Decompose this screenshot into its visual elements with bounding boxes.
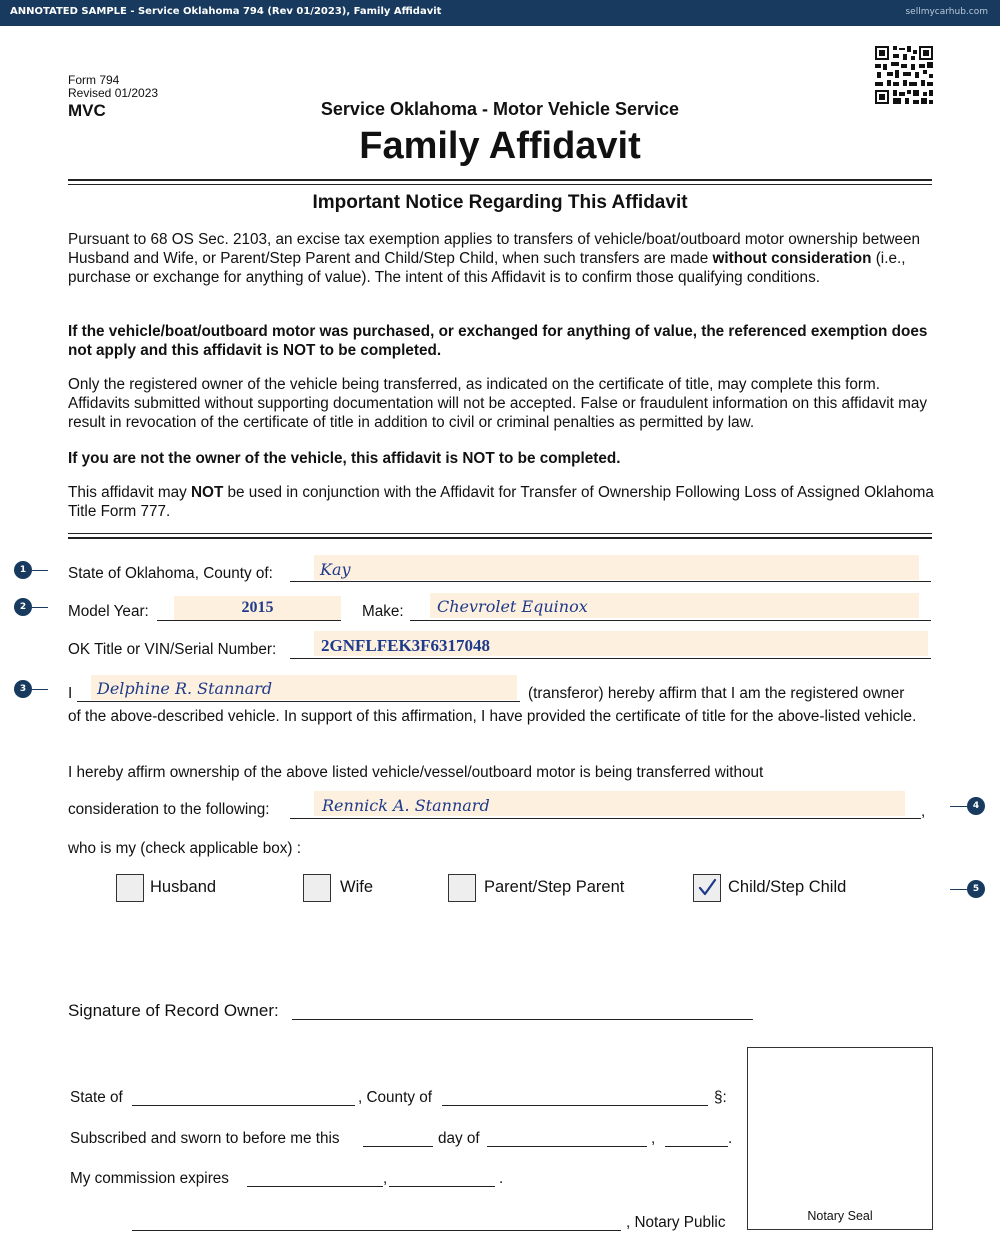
section-symbol: §:	[714, 1089, 727, 1106]
consideration-label: consideration to the following:	[68, 801, 270, 818]
page-title: Family Affidavit	[359, 125, 641, 167]
notary-seal-box	[747, 1047, 933, 1230]
vin-label: OK Title or VIN/Serial Number:	[68, 641, 277, 658]
annotation-marker-2: 2	[14, 598, 32, 616]
husband-label: Husband	[150, 878, 217, 896]
commission-label: My commission expires	[70, 1170, 229, 1187]
notary-county-line[interactable]	[442, 1105, 708, 1106]
commission-date-line[interactable]	[247, 1186, 383, 1187]
vin-underline	[290, 658, 931, 659]
annotation-marker-4: 4	[967, 797, 985, 815]
section-divider-top	[68, 533, 932, 534]
owner-signature-label: Signature of Record Owner:	[68, 1001, 279, 1020]
notary-county-label: , County of	[358, 1089, 432, 1106]
recipient-underline	[290, 818, 921, 819]
marker-leader-1	[32, 570, 48, 571]
county-label: State of Oklahoma, County of:	[68, 565, 273, 582]
transferor-underline	[77, 701, 520, 702]
day-of-label: day of	[438, 1130, 480, 1147]
affirm-suffix: (transferor) hereby affirm that I am the registered owner	[528, 685, 905, 702]
form-revised: Revised 01/2023	[68, 86, 159, 100]
annotation-marker-3: 3	[14, 680, 32, 698]
header-divider-bottom	[68, 184, 932, 185]
model-year-label: Model Year:	[68, 603, 149, 620]
husband-checkbox[interactable]	[116, 874, 144, 902]
notice-paragraph-3: Only the registered owner of the vehicle being transferred, as indicated on the certificate of title, may complete this form. Affidavits submitted without supporting documentation will not be accepted. False or fraudulent information on this affidavit may result in revocation of the certificate of title in addition to civil or criminal penalties as permitted by law.	[68, 376, 928, 431]
transferor-field[interactable]: Delphine R. Stannard	[97, 679, 273, 698]
parent-checkbox[interactable]	[448, 874, 476, 902]
sworn-year-line[interactable]	[665, 1146, 728, 1147]
model-year-underline	[157, 620, 341, 621]
sworn-comma: ,	[651, 1130, 656, 1147]
commission-comma: ,	[383, 1170, 388, 1187]
annotation-marker-1: 1	[14, 561, 32, 579]
marker-leader-5	[950, 889, 967, 890]
child-checkbox[interactable]	[693, 874, 721, 902]
notary-public-label: , Notary Public	[626, 1214, 726, 1231]
county-field-highlight	[314, 555, 919, 580]
marker-leader-2	[32, 607, 48, 608]
commission-year-line[interactable]	[389, 1186, 495, 1187]
recipient-field[interactable]: Rennick A. Stannard	[322, 796, 490, 815]
notary-signature-line[interactable]	[132, 1230, 621, 1231]
sworn-period: .	[728, 1130, 733, 1147]
child-label: Child/Step Child	[728, 878, 847, 896]
marker-leader-3	[32, 689, 48, 690]
parent-label: Parent/Step Parent	[484, 878, 625, 896]
qr-code-icon	[875, 46, 933, 104]
model-year-field[interactable]: 2015	[241, 599, 274, 616]
affirm-continuation: of the above-described vehicle. In support of this affirmation, I have provided the certificate of title for the above-listed vehicle.	[68, 708, 917, 725]
sworn-label: Subscribed and sworn to before me this	[70, 1130, 340, 1147]
owner-signature-line[interactable]	[292, 1019, 753, 1020]
annotation-banner	[0, 0, 1000, 26]
marker-leader-4	[950, 806, 967, 807]
notice-paragraph-2: If the vehicle/boat/outboard motor was purchased, or exchanged for anything of value, the referenced exemption does not apply and this affidavit is NOT to be completed.	[68, 323, 928, 359]
form-number: Form 794	[68, 73, 120, 87]
recipient-comma: ,	[921, 803, 926, 820]
checkmark-icon	[697, 878, 717, 898]
ownership-statement: I hereby affirm ownership of the above listed vehicle/vessel/outboard motor is being transferred without	[68, 764, 764, 781]
relation-prompt: who is my (check applicable box) :	[68, 840, 301, 857]
banner-site: sellmycarhub.com	[905, 7, 988, 17]
section-divider-bottom	[68, 537, 932, 539]
i-label: I	[68, 685, 73, 702]
make-label: Make:	[362, 603, 404, 620]
county-underline	[290, 581, 931, 582]
make-field[interactable]: Chevrolet Equinox	[437, 597, 588, 616]
wife-checkbox[interactable]	[303, 874, 331, 902]
annotation-marker-5: 5	[967, 880, 985, 898]
notice-title: Important Notice Regarding This Affidavit	[312, 192, 688, 213]
sworn-month-line[interactable]	[487, 1146, 647, 1147]
division-code: MVC	[68, 101, 106, 120]
banner-title: ANNOTATED SAMPLE - Service Oklahoma 794 (Rev 01/2023), Family Affidavit	[10, 6, 442, 17]
form-id-block	[68, 74, 158, 100]
county-field[interactable]: Kay	[320, 560, 351, 579]
commission-period: .	[499, 1170, 504, 1187]
notary-state-line[interactable]	[132, 1105, 355, 1106]
header-divider-top	[68, 179, 932, 181]
notary-seal-label: Notary Seal	[807, 1209, 873, 1223]
sworn-day-line[interactable]	[363, 1146, 433, 1147]
agency-name: Service Oklahoma - Motor Vehicle Service	[320, 99, 680, 119]
notice-paragraph-5: This affidavit may NOT be used in conjunction with the Affidavit for Transfer of Ownership Following Loss of Assigned Oklahoma Title Form 777.	[68, 484, 934, 520]
notice-paragraph-1: Pursuant to 68 OS Sec. 2103, an excise tax exemption applies to transfers of vehicle/boat/outboard motor ownership between Husband and Wife, or Parent/Step Parent and Child/Step Child, when such transfers are made without consideration (i.e., purchase or exchange for anything of value). The intent of this Affidavit is to confirm those qualifying conditions.	[68, 231, 921, 286]
vin-field[interactable]: 2GNFLFEK3F6317048	[321, 636, 491, 655]
notary-state-label: State of	[70, 1089, 123, 1106]
wife-label: Wife	[340, 878, 373, 896]
make-underline	[410, 620, 931, 621]
notice-paragraph-4: If you are not the owner of the vehicle, this affidavit is NOT to be completed.	[68, 450, 621, 467]
